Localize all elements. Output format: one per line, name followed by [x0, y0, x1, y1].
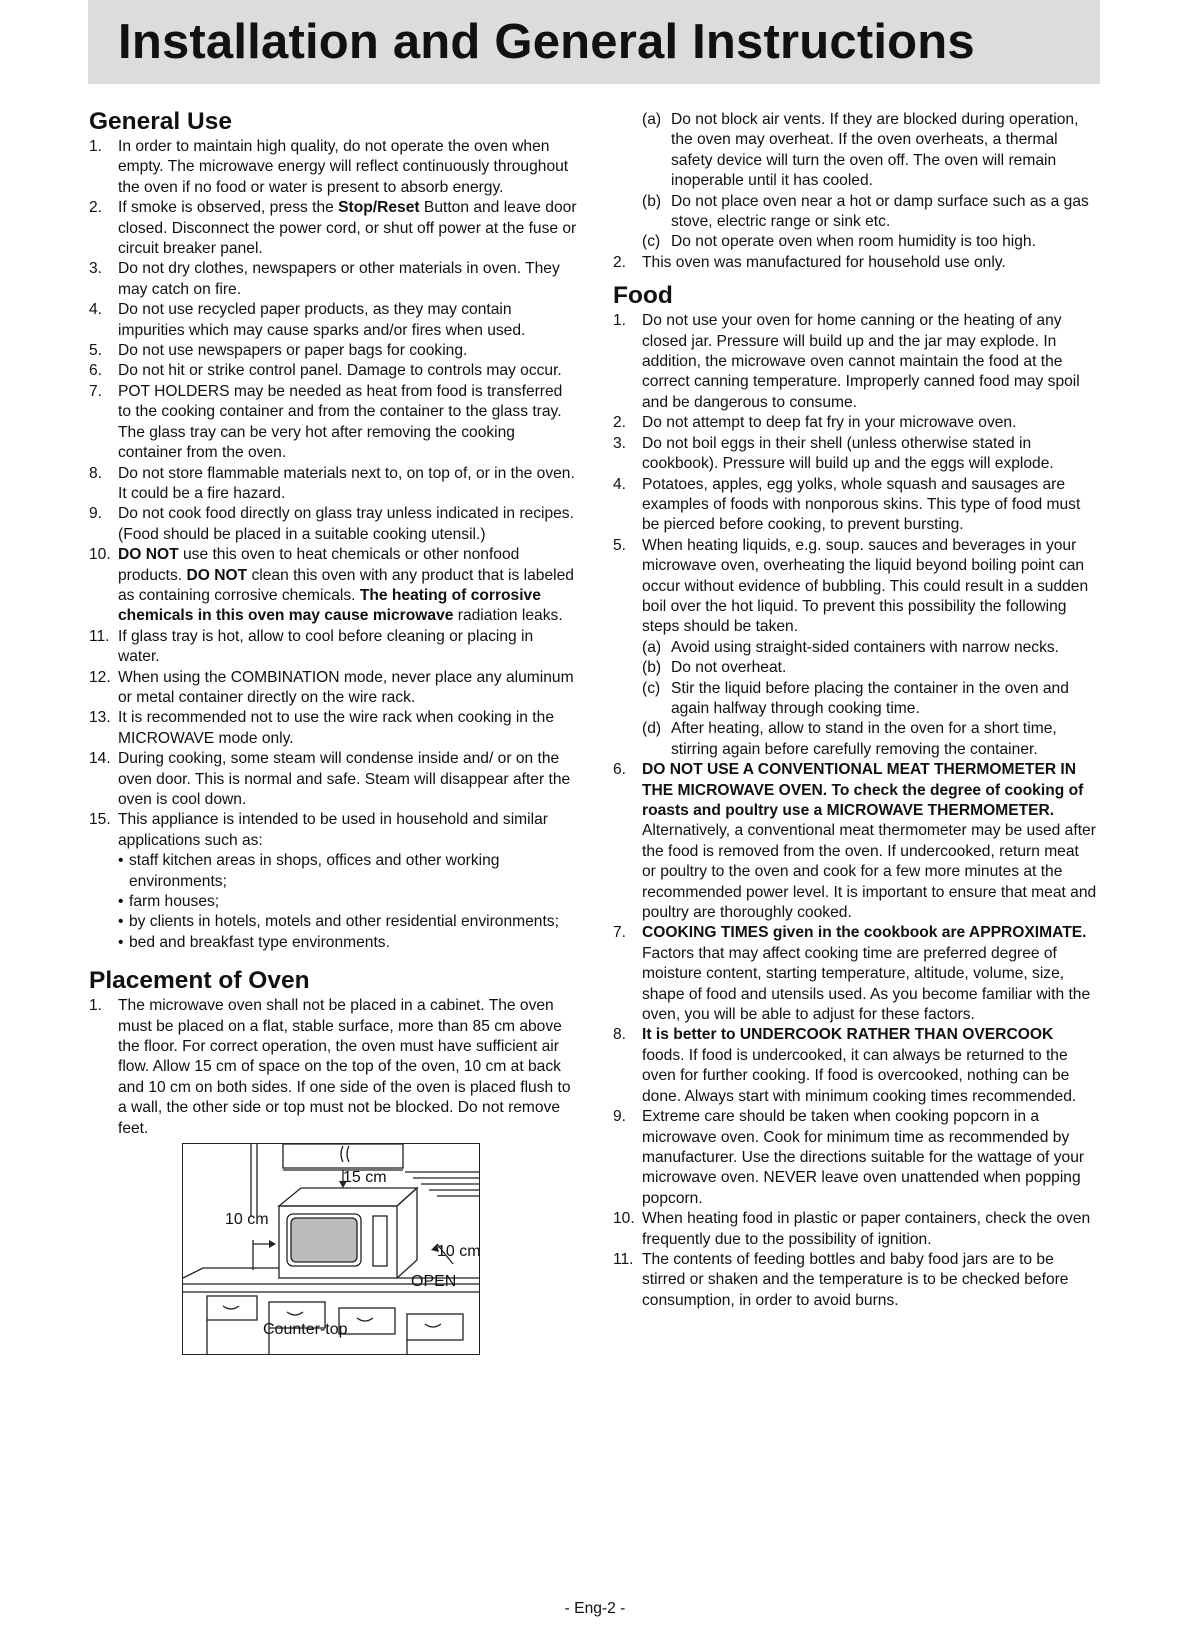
item-text: [642, 1209, 1097, 1250]
placement-list-continued: [613, 110, 1097, 273]
text-run: If glass tray is hot, allow to cool before cleaning or placing in water.: [118, 627, 534, 666]
sub-item-label: (c): [642, 679, 661, 697]
sub-item: [642, 638, 1097, 658]
general-use-item: [89, 382, 577, 464]
general-use-item: [89, 668, 577, 709]
left-column: [89, 108, 577, 1355]
bullet-item: [118, 933, 577, 953]
sub-item-label: (a): [642, 638, 662, 656]
item-text: [642, 413, 1097, 433]
bullet-item: [118, 892, 577, 912]
item-text: [642, 760, 1097, 923]
general-use-item: [89, 810, 577, 851]
bullet-item: [118, 912, 577, 932]
text-run: This oven was manufactured for household use only.: [642, 253, 1006, 271]
open-label: OPEN: [411, 1273, 457, 1291]
text-run: When heating liquids, e.g. soup. sauces and beverages in your microwave oven, overheating the liquid beyond boiling point can occur without evidence of bubbling. This could result in a sudden boil over the hot liquid. To prevent this possibility the following steps should be taken.: [642, 536, 1089, 636]
text-run: The contents of feeding bottles and baby food jars are to be stirred or shaken and the temperature is to be checked before consumption, in order to avoid burns.: [642, 1250, 1069, 1309]
sub-item-label: (b): [642, 659, 662, 677]
text-run: The microwave oven shall not be placed in a cabinet. The oven must be placed on a flat, stable surface, more than 85 cm above the floor. For correct operation, the oven must have sufficient air flow. Allow 15 cm of space on the top of the oven, 10 cm at back and 10 cm on both sides. If one side of the oven is placed flush to a wall, the other side or top must not be blocked. Do not remove feet.: [118, 997, 571, 1137]
general-use-item: [89, 341, 577, 361]
sub-item: [642, 110, 1097, 192]
food-item: [613, 1025, 1097, 1107]
text-run: clean this oven with any product that is labeled as containing corrosive chemicals.: [118, 566, 574, 604]
text-run: Avoid using straight-sided containers with narrow necks.: [671, 638, 1060, 656]
text-run: This appliance is intended to be used in household and similar applications such as:: [118, 811, 548, 849]
sub-item-label: (a): [642, 111, 662, 128]
text-run: Do not place oven near a hot or damp surface such as a gas stove, electric range or sink etc.: [671, 192, 1089, 231]
item-text: [642, 923, 1097, 1025]
text-run: Do not use your oven for home canning or the heating of any closed jar. Pressure will build up and the jar may explode. In addition, the microwave oven cannot maintain the food at the correct canning temperature. Improperly canned food may spoil and be dangerous to consume.: [642, 312, 1080, 411]
item-number: 9.: [89, 505, 103, 523]
item-number: 14.: [89, 750, 111, 768]
text-run: Do not attempt to deep fat fry in your microwave oven.: [642, 414, 1017, 432]
sub-item: [642, 658, 1097, 678]
text-run: Alternatively, a conventional meat thermometer may be used after the food is removed from the oven. If undercooked, return meat or poultry to the oven and cook for a few more minutes at the recommended power level. It is important to ensure that meat and poultry are thoroughly cooked.: [642, 822, 1097, 922]
item-number: 5.: [613, 536, 627, 554]
text-run: Do not use recycled paper products, as they may contain impurities which may cause sparks and/or fires when used.: [118, 301, 526, 339]
text-run: Potatoes, apples, egg yolks, whole squash and sausages are examples of foods with nonporous skins. This type of food must be pierced before cooking, to prevent bursting.: [642, 475, 1081, 534]
food-item: [613, 923, 1097, 1025]
item-number: 6.: [89, 362, 103, 380]
sub-item-label: (c): [642, 233, 661, 251]
item-text: [118, 708, 577, 749]
text-run: During cooking, some steam will condense inside and/ or on the oven door. This is normal and safe. Steam will disappear after the oven is cool down.: [118, 750, 571, 808]
food-heading: Food: [613, 282, 673, 310]
item-text: [642, 311, 1097, 413]
sub-item: [642, 679, 1097, 720]
food-list: [613, 311, 1097, 1311]
general-use-item: [89, 300, 577, 341]
item-number: 4.: [89, 301, 103, 319]
sub-item-wrap: [613, 679, 1097, 720]
sub-item: [642, 192, 1097, 233]
bold-text: DO NOT: [118, 546, 179, 564]
item-number: 6.: [613, 761, 627, 779]
item-number: 7.: [89, 382, 103, 400]
page-number: - Eng-2 -: [564, 1600, 626, 1617]
page-title: Installation and General Instructions: [118, 15, 975, 69]
item-text: [642, 1107, 1097, 1209]
oven-clearance-diagram: [182, 1143, 480, 1355]
general-use-item: [89, 627, 577, 668]
item-text: [118, 382, 577, 464]
general-use-list: [89, 137, 577, 953]
text-run: Do not hit or strike control panel. Damage to controls may occur.: [118, 362, 562, 380]
bullet-dot: •: [118, 913, 124, 931]
sub-item-text: [671, 192, 1097, 233]
food-item: [613, 434, 1097, 475]
bullet-dot: •: [118, 893, 124, 911]
bold-text: DO NOT: [186, 566, 248, 584]
bullet-text: bed and breakfast type environments.: [129, 933, 390, 951]
sub-item-label: (d): [642, 720, 662, 738]
item-number: 8.: [613, 1026, 627, 1044]
bullet-dot: •: [118, 933, 124, 951]
item-number: 1.: [613, 312, 627, 330]
text-run: radiation leaks.: [453, 607, 563, 625]
sub-item: [642, 232, 1097, 252]
item-number: 7.: [613, 924, 627, 942]
bullet-text: by clients in hotels, motels and other residential environments;: [129, 913, 559, 931]
food-item: [613, 475, 1097, 536]
text-run: Do not store flammable materials next to, on top of, or in the oven. It could be a fire hazard.: [118, 464, 575, 502]
item-text: [118, 137, 577, 198]
item-text: [118, 749, 577, 810]
item-text: [118, 504, 577, 545]
text-run: Stir the liquid before placing the container in the oven and again halfway through cooking time.: [671, 679, 1069, 717]
sub-item-wrap: [613, 232, 1097, 252]
text-run: After heating, allow to stand in the oven for a short time, stirring again before carefully removing the container.: [671, 720, 1057, 758]
placement-heading: Placement of Oven: [89, 967, 310, 995]
item-number: 3.: [613, 434, 627, 452]
general-use-item: [89, 545, 577, 627]
item-text: [118, 464, 577, 505]
text-run: Do not cook food directly on glass tray unless indicated in recipes. (Food should be placed in a suitable cooking utensil.): [118, 505, 574, 543]
sub-item-wrap: [613, 658, 1097, 678]
text-run: Factors that may affect cooking time are preferred degree of moisture content, starting temperature, altitude, volume, size, shape of food and utensils used. As you become familiar with the oven, you will be able to adjust for these factors.: [642, 944, 1091, 1024]
sub-item-wrap: [613, 192, 1097, 233]
right-column: [613, 110, 1097, 1311]
text-run: foods. If food is undercooked, it can always be returned to the oven for further cooking. If food is overcooked, nothing can be done. Always start with minimum cooking times recommended.: [642, 1046, 1077, 1105]
placement-item: [613, 253, 1097, 273]
item-text: [118, 810, 577, 851]
text-run: Extreme care should be taken when cooking popcorn in a microwave oven. Cook for minimum time as recommended by manufacturer. Use the directions suitable for the wattage of your microwave oven. NEVER leave oven unattended when popping popcorn.: [642, 1108, 1085, 1207]
text-run: Do not operate oven when room humidity is too high.: [671, 233, 1036, 251]
sub-item-wrap: [613, 719, 1097, 760]
text-run: use this oven to heat chemicals or other nonfood products.: [118, 546, 520, 584]
placement-item: [89, 996, 577, 1139]
item-text: [118, 627, 577, 668]
food-item: [613, 536, 1097, 638]
bullet-dot: •: [118, 852, 124, 870]
text-run: Do not overheat.: [671, 659, 787, 677]
item-text: [118, 198, 577, 259]
bullet-text: farm houses;: [129, 893, 220, 911]
sub-item-label: (b): [642, 192, 662, 210]
general-use-item: [89, 464, 577, 505]
item-text: [642, 253, 1097, 273]
item-text: [642, 434, 1097, 475]
bullet-item: [118, 851, 577, 892]
food-item: [613, 1209, 1097, 1250]
sub-item-text: [671, 638, 1097, 658]
item-text: [118, 545, 577, 627]
text-run: When heating food in plastic or paper containers, check the oven frequently due to the possibility of ignition.: [642, 1210, 1091, 1248]
title-banner: [88, 0, 1100, 84]
item-number: 3.: [89, 260, 103, 278]
general-use-item: [89, 708, 577, 749]
sub-item-wrap: [613, 638, 1097, 658]
item-number: 1.: [89, 138, 103, 155]
text-run: When using the COMBINATION mode, never place any aluminum or metal container directly on the wire rack.: [118, 668, 574, 706]
back-clearance-label: 10 cm: [437, 1243, 481, 1261]
sub-item-wrap: [613, 110, 1097, 192]
item-text: [118, 668, 577, 709]
bold-text: The heating of corrosive chemicals in this oven may cause microwave: [118, 586, 541, 625]
item-text: [642, 1025, 1097, 1107]
general-use-item: [89, 259, 577, 300]
item-number: 13.: [89, 709, 111, 727]
bold-text: It is better to UNDERCOOK RATHER THAN OVERCOOK: [642, 1026, 1054, 1044]
item-number: 12.: [89, 668, 111, 686]
text-run: Do not block air vents. If they are blocked during operation, the oven may overheat. If the oven overheats, a thermal safety device will turn the oven off. The oven will remain inoperable until it has cooled.: [671, 111, 1079, 190]
side-clearance-label: 10 cm: [225, 1211, 269, 1229]
sub-item-text: [671, 232, 1097, 252]
item-number: 2.: [613, 253, 627, 271]
item-number: 4.: [613, 475, 627, 493]
sub-item-text: [671, 110, 1097, 192]
sub-item-text: [671, 658, 1097, 678]
text-run: Button and leave door closed. Disconnect the power cord, or shut off power at the fuse or circuit breaker panel.: [118, 199, 577, 258]
item-number: 2.: [613, 414, 627, 432]
food-item: [613, 413, 1097, 433]
general-use-item: [89, 749, 577, 810]
food-item: [613, 760, 1097, 923]
item-number: 5.: [89, 342, 103, 360]
counter-top-label: Counter-top: [263, 1321, 348, 1339]
item-number: 10.: [613, 1210, 635, 1228]
item-text: [118, 300, 577, 341]
item-number: 10.: [89, 546, 111, 564]
general-use-item: [89, 504, 577, 545]
item-text: [118, 361, 577, 381]
item-number: 15.: [89, 811, 111, 829]
item-text: [642, 475, 1097, 536]
item-text: [642, 1250, 1097, 1311]
general-use-item: [89, 137, 577, 198]
text-run: POT HOLDERS may be needed as heat from food is transferred to the cooking container and from the container to the glass tray. The glass tray can be very hot after removing the cooking container from the oven.: [118, 382, 563, 462]
text-run: Do not use newspapers or paper bags for cooking.: [118, 342, 468, 360]
item-number: 8.: [89, 464, 103, 482]
food-item: [613, 1250, 1097, 1311]
bold-text: Stop/Reset: [338, 199, 420, 217]
text-run: Do not boil eggs in their shell (unless otherwise stated in cookbook). Pressure will build up and the eggs will explode.: [642, 434, 1054, 473]
general-use-heading: General Use: [89, 108, 232, 135]
placement-list: [89, 996, 577, 1139]
item-text: [642, 536, 1097, 638]
item-number: 2.: [89, 199, 103, 217]
item-number: 11.: [89, 627, 110, 645]
item-text: [118, 996, 577, 1139]
sub-item-text: [671, 679, 1097, 720]
sub-item-text: [671, 719, 1097, 760]
item-number: 9.: [613, 1108, 627, 1126]
top-clearance-label: 15 cm: [343, 1169, 387, 1187]
bold-text: DO NOT USE A CONVENTIONAL MEAT THERMOMETER IN THE MICROWAVE OVEN. To check the degree of cooking of roasts and poultry use a MICROWAVE THERMOMETER.: [642, 761, 1084, 819]
general-use-item: [89, 198, 577, 259]
bold-text: COOKING TIMES given in the cookbook are APPROXIMATE.: [642, 924, 1087, 942]
item-text: [118, 259, 577, 300]
food-item: [613, 1107, 1097, 1209]
text-run: In order to maintain high quality, do not operate the oven when empty. The microwave energy will reflect continuously throughout the oven if no food or water is present to absorb energy.: [118, 138, 569, 196]
text-run: If smoke is observed, press the: [118, 199, 339, 217]
general-use-item: [89, 361, 577, 381]
text-run: Do not dry clothes, newspapers or other materials in oven. They may catch on fire.: [118, 260, 560, 298]
item-number: 11.: [613, 1250, 634, 1268]
item-text: [118, 341, 577, 361]
bullet-text: staff kitchen areas in shops, offices and other working environments;: [129, 852, 500, 890]
sub-item: [642, 719, 1097, 760]
item-number: 1.: [89, 997, 103, 1015]
text-run: It is recommended not to use the wire rack when cooking in the MICROWAVE mode only.: [118, 709, 554, 747]
food-item: [613, 311, 1097, 413]
